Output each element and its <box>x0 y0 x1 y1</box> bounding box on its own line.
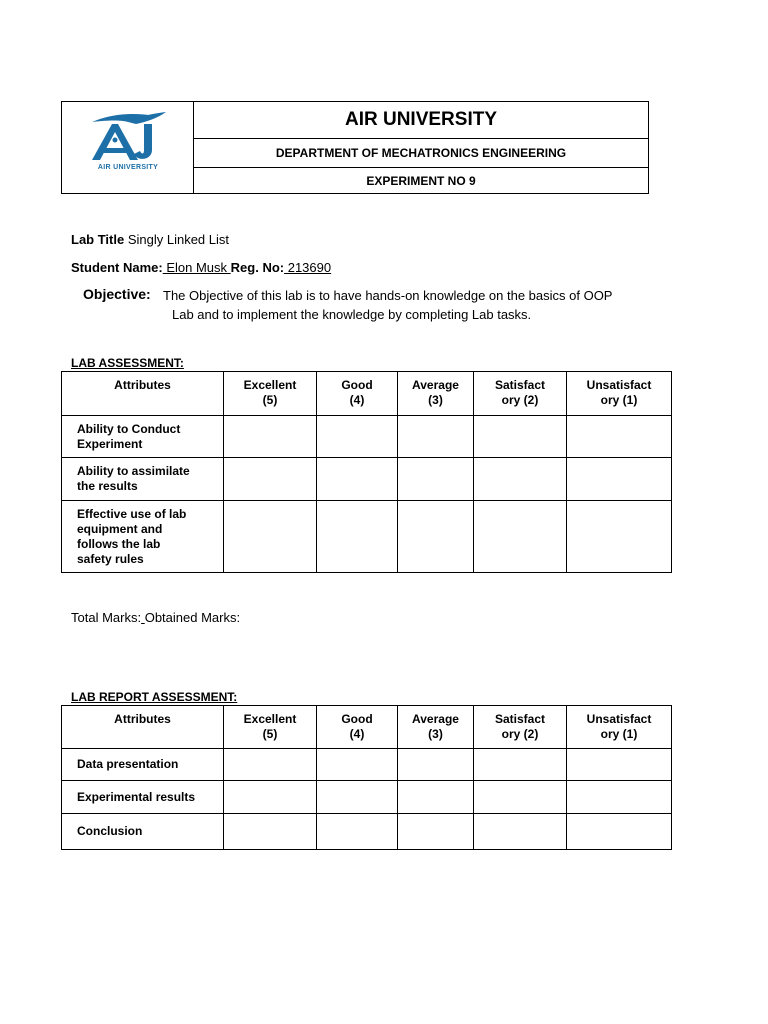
header-good: Good (4) <box>317 372 398 416</box>
reg-no-label: Reg. No: <box>230 260 285 275</box>
score-cell[interactable] <box>224 749 317 781</box>
experiment-title: EXPERIMENT NO 9 <box>366 174 476 188</box>
score-cell[interactable] <box>398 814 474 850</box>
score-cell[interactable] <box>567 781 672 814</box>
header-excellent: Excellent (5) <box>224 372 317 416</box>
header-attributes: Attributes <box>62 706 224 749</box>
student-name-label: Student Name: <box>71 260 163 275</box>
score-cell[interactable] <box>317 749 398 781</box>
header-good: Good (4) <box>317 706 398 749</box>
score-cell[interactable] <box>398 458 474 501</box>
lab-assessment-table <box>61 371 672 573</box>
objective-label: Objective: <box>83 286 151 302</box>
score-cell[interactable] <box>474 501 567 573</box>
row-attribute: Ability to assimilate the results <box>62 458 224 501</box>
obtained-marks-label: Obtained Marks: <box>144 610 241 625</box>
objective-line-1: The Objective of this lab is to have hands-on knowledge on the basics of OOP <box>163 288 613 303</box>
score-cell[interactable] <box>474 458 567 501</box>
table-row <box>62 458 672 501</box>
score-cell[interactable] <box>567 501 672 573</box>
score-cell[interactable] <box>567 458 672 501</box>
table-header-row <box>62 372 672 416</box>
student-name-value: Elon Musk <box>162 260 231 275</box>
lab-title-label: Lab Title <box>71 232 125 247</box>
table-row <box>62 781 672 814</box>
report-assessment-table <box>61 705 672 850</box>
score-cell[interactable] <box>224 416 317 458</box>
score-cell[interactable] <box>474 416 567 458</box>
table-row <box>62 749 672 781</box>
lab-title-line <box>71 232 229 247</box>
header-excellent: Excellent (5) <box>224 706 317 749</box>
row-attribute: Conclusion <box>62 814 224 850</box>
student-line <box>71 260 331 275</box>
university-title: AIR UNIVERSITY <box>194 102 648 139</box>
score-cell[interactable] <box>474 749 567 781</box>
objective-line-2: Lab and to implement the knowledge by completing Lab tasks. <box>172 307 532 322</box>
table-row <box>62 814 672 850</box>
score-cell[interactable] <box>317 814 398 850</box>
row-attribute: Experimental results <box>62 781 224 814</box>
score-cell[interactable] <box>474 781 567 814</box>
logo-text: AIR UNIVERSITY <box>97 164 159 171</box>
table-row <box>62 416 672 458</box>
header-satisfactory: Satisfact ory (2) <box>474 706 567 749</box>
score-cell[interactable] <box>567 814 672 850</box>
header-satisfactory: Satisfact ory (2) <box>474 372 567 416</box>
lab-title-value: Singly Linked List <box>124 232 229 247</box>
lab-assessment-title: LAB ASSESSMENT: <box>71 356 184 370</box>
score-cell[interactable] <box>317 501 398 573</box>
header-average: Average (3) <box>398 706 474 749</box>
score-cell[interactable] <box>567 749 672 781</box>
row-attribute: Ability to Conduct Experiment <box>62 416 224 458</box>
score-cell[interactable] <box>398 501 474 573</box>
score-cell[interactable] <box>474 814 567 850</box>
reg-no-value: 213690 <box>284 260 332 275</box>
header-unsatisfactory: Unsatisfact ory (1) <box>567 706 672 749</box>
row-attribute: Data presentation <box>62 749 224 781</box>
air-university-logo-icon <box>82 108 174 166</box>
document-header <box>61 101 649 194</box>
score-cell[interactable] <box>317 416 398 458</box>
header-attributes: Attributes <box>62 372 224 416</box>
score-cell[interactable] <box>224 458 317 501</box>
table-row <box>62 501 672 573</box>
header-unsatisfactory: Unsatisfact ory (1) <box>567 372 672 416</box>
score-cell[interactable] <box>398 416 474 458</box>
score-cell[interactable] <box>224 501 317 573</box>
report-assessment-title: LAB REPORT ASSESSMENT: <box>71 690 238 704</box>
marks-line <box>71 610 240 625</box>
score-cell[interactable] <box>224 814 317 850</box>
table-header-row <box>62 706 672 749</box>
score-cell[interactable] <box>398 749 474 781</box>
score-cell[interactable] <box>567 416 672 458</box>
department-title: DEPARTMENT OF MECHATRONICS ENGINEERING <box>194 139 648 168</box>
total-marks-label: Total Marks: <box>71 610 142 625</box>
header-average: Average (3) <box>398 372 474 416</box>
logo-cell <box>62 102 194 193</box>
score-cell[interactable] <box>224 781 317 814</box>
score-cell[interactable] <box>317 458 398 501</box>
score-cell[interactable] <box>398 781 474 814</box>
row-attribute: Effective use of lab equipment and follows the lab safety rules <box>62 501 224 573</box>
score-cell[interactable] <box>317 781 398 814</box>
